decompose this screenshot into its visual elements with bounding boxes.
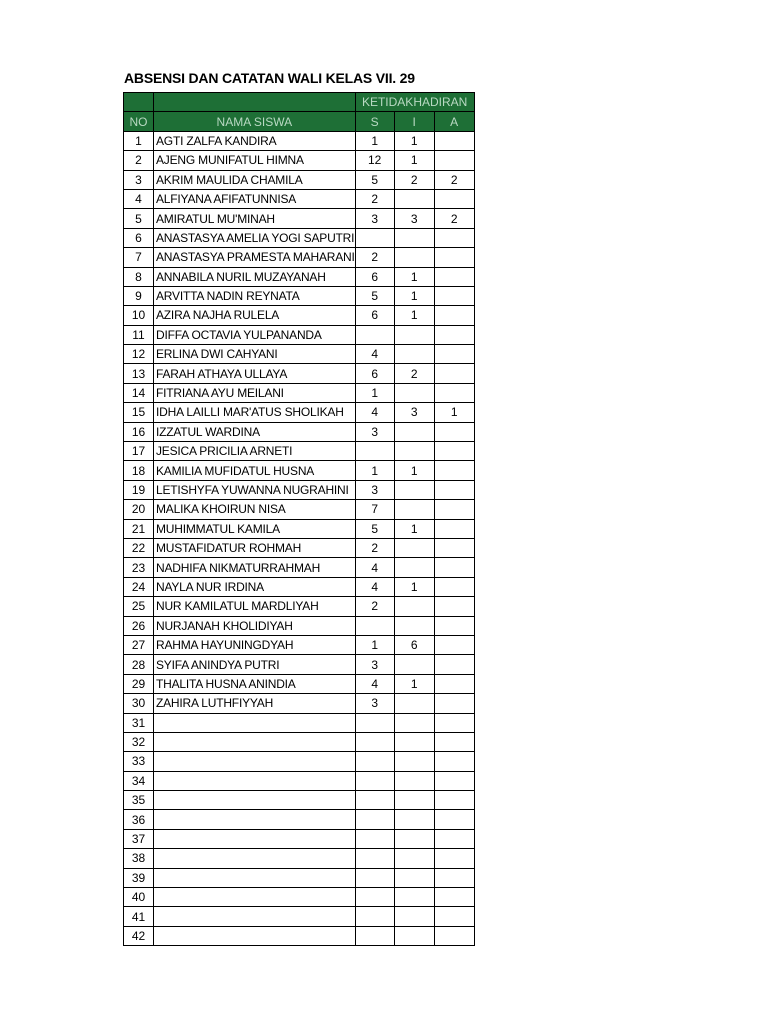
sakit-count [355, 888, 394, 907]
table-row [124, 461, 475, 480]
header-row-columns [124, 112, 475, 131]
header-no: NO [124, 112, 154, 131]
row-number: 9 [124, 286, 154, 305]
row-number: 23 [124, 558, 154, 577]
sakit-count [355, 713, 394, 732]
alpa-count [434, 655, 474, 674]
row-number: 13 [124, 364, 154, 383]
izin-count [394, 752, 434, 771]
alpa-count: 1 [434, 403, 474, 422]
alpa-count [434, 286, 474, 305]
sakit-count: 2 [355, 248, 394, 267]
alpa-count [434, 189, 474, 208]
student-name: NADHIFA NIKMATURRAHMAH [154, 558, 356, 577]
izin-count [394, 868, 434, 887]
izin-count: 1 [394, 306, 434, 325]
alpa-count [434, 597, 474, 616]
izin-count [394, 732, 434, 751]
table-row [124, 616, 475, 635]
sakit-count [355, 442, 394, 461]
student-name: MUHIMMATUL KAMILA [154, 519, 356, 538]
izin-count [394, 888, 434, 907]
izin-count [394, 325, 434, 344]
student-name [154, 791, 356, 810]
sakit-count: 3 [355, 480, 394, 499]
row-number: 28 [124, 655, 154, 674]
table-body [124, 131, 475, 945]
alpa-count [434, 791, 474, 810]
table-row [124, 228, 475, 247]
alpa-count [434, 364, 474, 383]
izin-count: 1 [394, 674, 434, 693]
student-name: ALFIYANA AFIFATUNNISA [154, 189, 356, 208]
izin-count [394, 422, 434, 441]
table-row [124, 713, 475, 732]
izin-count [394, 383, 434, 402]
alpa-count [434, 519, 474, 538]
student-name: RAHMA HAYUNINGDYAH [154, 635, 356, 654]
sakit-count: 3 [355, 422, 394, 441]
izin-count: 1 [394, 286, 434, 305]
sakit-count: 3 [355, 209, 394, 228]
student-name: LETISHYFA YUWANNA NUGRAHINI [154, 480, 356, 499]
izin-count [394, 538, 434, 557]
table-header [124, 93, 475, 132]
student-name: THALITA HUSNA ANINDIA [154, 674, 356, 693]
sakit-count: 5 [355, 170, 394, 189]
table-row [124, 403, 475, 422]
student-name: JESICA PRICILIA ARNETI [154, 442, 356, 461]
student-name [154, 752, 356, 771]
alpa-count [434, 345, 474, 364]
row-number: 32 [124, 732, 154, 751]
table-row [124, 170, 475, 189]
sakit-count: 4 [355, 674, 394, 693]
table-row [124, 771, 475, 790]
attendance-table [123, 92, 475, 946]
izin-count: 3 [394, 403, 434, 422]
izin-count [394, 189, 434, 208]
alpa-count [434, 422, 474, 441]
sakit-count: 5 [355, 286, 394, 305]
header-nama-siswa: NAMA SISWA [154, 112, 356, 131]
izin-count [394, 345, 434, 364]
student-name: NURJANAH KHOLIDIYAH [154, 616, 356, 635]
alpa-count [434, 713, 474, 732]
alpa-count [434, 248, 474, 267]
table-row [124, 655, 475, 674]
student-name: IZZATUL WARDINA [154, 422, 356, 441]
table-row [124, 674, 475, 693]
alpa-count [434, 907, 474, 926]
header-blank-name [154, 93, 356, 112]
header-ketidakhadiran: KETIDAKHADIRAN [355, 93, 474, 112]
student-name [154, 868, 356, 887]
alpa-count [434, 635, 474, 654]
row-number: 3 [124, 170, 154, 189]
row-number: 38 [124, 849, 154, 868]
izin-count [394, 713, 434, 732]
row-number: 18 [124, 461, 154, 480]
student-name [154, 732, 356, 751]
header-izin: I [394, 112, 434, 131]
izin-count: 1 [394, 131, 434, 150]
student-name [154, 888, 356, 907]
alpa-count [434, 926, 474, 945]
table-row [124, 209, 475, 228]
alpa-count [434, 829, 474, 848]
alpa-count [434, 228, 474, 247]
alpa-count [434, 868, 474, 887]
row-number: 11 [124, 325, 154, 344]
student-name: AZIRA NAJHA RULELA [154, 306, 356, 325]
alpa-count [434, 771, 474, 790]
row-number: 41 [124, 907, 154, 926]
alpa-count [434, 577, 474, 596]
student-name [154, 713, 356, 732]
student-name: ANASTASYA AMELIA YOGI SAPUTRI [154, 228, 356, 247]
student-name: ANASTASYA PRAMESTA MAHARANI [154, 248, 356, 267]
izin-count [394, 558, 434, 577]
alpa-count [434, 442, 474, 461]
sakit-count: 2 [355, 538, 394, 557]
alpa-count [434, 325, 474, 344]
table-row [124, 849, 475, 868]
izin-count [394, 248, 434, 267]
izin-count: 1 [394, 267, 434, 286]
student-name: AJENG MUNIFATUL HIMNA [154, 151, 356, 170]
student-name: ERLINA DWI CAHYANI [154, 345, 356, 364]
izin-count [394, 829, 434, 848]
row-number: 10 [124, 306, 154, 325]
alpa-count [434, 810, 474, 829]
row-number: 26 [124, 616, 154, 635]
row-number: 22 [124, 538, 154, 557]
table-row [124, 635, 475, 654]
table-row [124, 480, 475, 499]
student-name: NUR KAMILATUL MARDLIYAH [154, 597, 356, 616]
sakit-count: 4 [355, 577, 394, 596]
student-name [154, 907, 356, 926]
row-number: 19 [124, 480, 154, 499]
alpa-count [434, 500, 474, 519]
student-name: ZAHIRA LUTHFIYYAH [154, 694, 356, 713]
student-name: MALIKA KHOIRUN NISA [154, 500, 356, 519]
header-sakit: S [355, 112, 394, 131]
table-row [124, 810, 475, 829]
row-number: 31 [124, 713, 154, 732]
row-number: 7 [124, 248, 154, 267]
student-name: MUSTAFIDATUR ROHMAH [154, 538, 356, 557]
alpa-count [434, 461, 474, 480]
table-row [124, 286, 475, 305]
student-name: SYIFA ANINDYA PUTRI [154, 655, 356, 674]
student-name [154, 926, 356, 945]
table-row [124, 538, 475, 557]
table-row [124, 345, 475, 364]
sakit-count [355, 926, 394, 945]
alpa-count [434, 131, 474, 150]
row-number: 36 [124, 810, 154, 829]
alpa-count [434, 383, 474, 402]
table-row [124, 151, 475, 170]
table-row [124, 907, 475, 926]
sakit-count [355, 810, 394, 829]
student-name: AMIRATUL MU'MINAH [154, 209, 356, 228]
alpa-count [434, 674, 474, 693]
alpa-count [434, 849, 474, 868]
row-number: 39 [124, 868, 154, 887]
row-number: 14 [124, 383, 154, 402]
header-alpa: A [434, 112, 474, 131]
izin-count [394, 771, 434, 790]
izin-count: 1 [394, 519, 434, 538]
alpa-count [434, 558, 474, 577]
header-blank-no [124, 93, 154, 112]
alpa-count: 2 [434, 170, 474, 189]
row-number: 35 [124, 791, 154, 810]
sakit-count: 1 [355, 635, 394, 654]
table-row [124, 131, 475, 150]
alpa-count [434, 267, 474, 286]
sakit-count [355, 771, 394, 790]
table-row [124, 500, 475, 519]
student-name: ARVITTA NADIN REYNATA [154, 286, 356, 305]
student-name [154, 810, 356, 829]
izin-count [394, 597, 434, 616]
izin-count [394, 655, 434, 674]
sakit-count: 7 [355, 500, 394, 519]
izin-count: 1 [394, 577, 434, 596]
izin-count [394, 616, 434, 635]
alpa-count [434, 752, 474, 771]
row-number: 4 [124, 189, 154, 208]
table-row [124, 577, 475, 596]
sakit-count: 1 [355, 461, 394, 480]
row-number: 21 [124, 519, 154, 538]
izin-count [394, 442, 434, 461]
sakit-count [355, 868, 394, 887]
table-row [124, 926, 475, 945]
table-row [124, 267, 475, 286]
row-number: 2 [124, 151, 154, 170]
alpa-count [434, 616, 474, 635]
sakit-count [355, 228, 394, 247]
sakit-count: 3 [355, 655, 394, 674]
table-row [124, 868, 475, 887]
alpa-count [434, 538, 474, 557]
student-name: AKRIM MAULIDA CHAMILA [154, 170, 356, 189]
table-row [124, 791, 475, 810]
table-row [124, 383, 475, 402]
sakit-count [355, 616, 394, 635]
sakit-count: 6 [355, 267, 394, 286]
row-number: 30 [124, 694, 154, 713]
table-row [124, 829, 475, 848]
izin-count [394, 849, 434, 868]
sakit-count: 2 [355, 597, 394, 616]
row-number: 6 [124, 228, 154, 247]
row-number: 20 [124, 500, 154, 519]
izin-count: 6 [394, 635, 434, 654]
sakit-count: 6 [355, 306, 394, 325]
row-number: 24 [124, 577, 154, 596]
student-name: KAMILIA MUFIDATUL HUSNA [154, 461, 356, 480]
alpa-count [434, 306, 474, 325]
izin-count [394, 791, 434, 810]
table-row [124, 442, 475, 461]
izin-count: 2 [394, 364, 434, 383]
izin-count [394, 228, 434, 247]
table-row [124, 422, 475, 441]
sakit-count: 4 [355, 345, 394, 364]
sakit-count [355, 829, 394, 848]
table-row [124, 519, 475, 538]
alpa-count [434, 888, 474, 907]
student-name: IDHA LAILLI MAR'ATUS SHOLIKAH [154, 403, 356, 422]
document-title: ABSENSI DAN CATATAN WALI KELAS VII. 29 [124, 70, 415, 86]
sakit-count: 6 [355, 364, 394, 383]
sakit-count: 1 [355, 131, 394, 150]
row-number: 25 [124, 597, 154, 616]
row-number: 40 [124, 888, 154, 907]
student-name [154, 771, 356, 790]
row-number: 17 [124, 442, 154, 461]
izin-count [394, 926, 434, 945]
sakit-count: 4 [355, 558, 394, 577]
sakit-count [355, 752, 394, 771]
student-name: AGTI ZALFA KANDIRA [154, 131, 356, 150]
alpa-count [434, 480, 474, 499]
izin-count [394, 810, 434, 829]
sakit-count: 12 [355, 151, 394, 170]
row-number: 29 [124, 674, 154, 693]
student-name: FITRIANA AYU MEILANI [154, 383, 356, 402]
row-number: 27 [124, 635, 154, 654]
row-number: 15 [124, 403, 154, 422]
student-name: ANNABILA NURIL MUZAYANAH [154, 267, 356, 286]
table-row [124, 752, 475, 771]
izin-count [394, 907, 434, 926]
table-row [124, 732, 475, 751]
izin-count [394, 500, 434, 519]
alpa-count [434, 732, 474, 751]
header-row-group [124, 93, 475, 112]
table-row [124, 364, 475, 383]
alpa-count: 2 [434, 209, 474, 228]
sakit-count [355, 849, 394, 868]
student-name: DIFFA OCTAVIA YULPANANDA [154, 325, 356, 344]
row-number: 33 [124, 752, 154, 771]
sakit-count: 5 [355, 519, 394, 538]
alpa-count [434, 151, 474, 170]
student-name: NAYLA NUR IRDINA [154, 577, 356, 596]
table-row [124, 189, 475, 208]
row-number: 34 [124, 771, 154, 790]
row-number: 12 [124, 345, 154, 364]
izin-count: 1 [394, 151, 434, 170]
student-name: FARAH ATHAYA ULLAYA [154, 364, 356, 383]
sakit-count [355, 732, 394, 751]
sakit-count [355, 791, 394, 810]
row-number: 42 [124, 926, 154, 945]
sakit-count: 1 [355, 383, 394, 402]
izin-count: 2 [394, 170, 434, 189]
row-number: 5 [124, 209, 154, 228]
student-name [154, 849, 356, 868]
row-number: 1 [124, 131, 154, 150]
sakit-count: 3 [355, 694, 394, 713]
izin-count: 1 [394, 461, 434, 480]
izin-count: 3 [394, 209, 434, 228]
izin-count [394, 480, 434, 499]
table-row [124, 597, 475, 616]
row-number: 8 [124, 267, 154, 286]
sakit-count [355, 325, 394, 344]
table-row [124, 306, 475, 325]
sakit-count: 4 [355, 403, 394, 422]
student-name [154, 829, 356, 848]
alpa-count [434, 694, 474, 713]
table-row [124, 888, 475, 907]
sakit-count [355, 907, 394, 926]
sakit-count: 2 [355, 189, 394, 208]
izin-count [394, 694, 434, 713]
table-row [124, 694, 475, 713]
table-row [124, 558, 475, 577]
table-row [124, 248, 475, 267]
table-row [124, 325, 475, 344]
row-number: 37 [124, 829, 154, 848]
row-number: 16 [124, 422, 154, 441]
